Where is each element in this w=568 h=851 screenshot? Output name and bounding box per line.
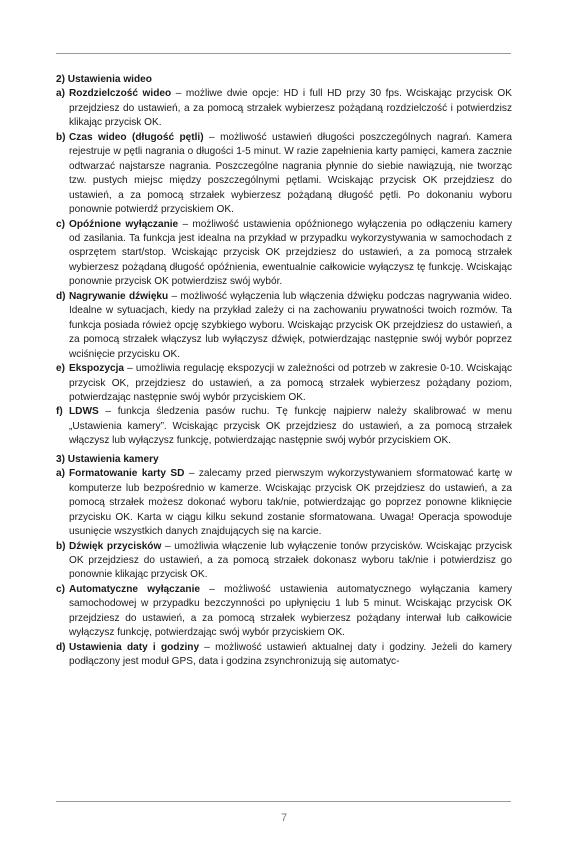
item-label: d) (56, 641, 66, 653)
document-body (56, 73, 512, 670)
item-text: – funkcja śledzenia pasów ruchu. Tę funkcję najpierw należy skalibrować w menu „Ustawienia kamery”. Wciskając przycisk OK przejdziesz do ustawień, a za pomocą strzałek włączysz lub wyłączysz funkcję, potwierdzając następnie swój wybór przyciskiem OK. (69, 406, 512, 447)
item-label: d) (56, 290, 66, 302)
list-item (56, 218, 512, 290)
item-label: b) (56, 131, 66, 143)
item-label: c) (56, 218, 65, 230)
list-item (56, 290, 512, 362)
list-item (56, 405, 512, 448)
item-text: – zalecamy przed pierwszym wykorzystywaniem sformatować kartę w komputerze lub bezpośrednio w kamerze. Wciskając przycisk OK przejdziesz do ustawień, a za pomocą strzałek możesz dokonać wyboru tak/nie, potwierdzając go poprzez ponowne kliknięcie przycisku OK. Karta w ciągu kilku sekund zostanie sformatowana. Uwaga! Operacja spowoduje usunięcie wszystkich danych znajdujących się na karcie. (69, 468, 512, 538)
item-term: Ustawienia daty i godziny (69, 641, 200, 653)
item-label: c) (56, 583, 65, 595)
item-label: f) (56, 406, 63, 418)
item-text: – możliwe dwie opcje: HD i full HD przy 30 fps. Wciskając przycisk OK przejdziesz do ustawień, a za pomocą strzałek wybierzesz pożądaną rozdzielczość i potwierdzisz klikając przycisk OK. (69, 88, 512, 129)
item-term: Czas wideo (długość pętli) (69, 131, 204, 143)
item-text: – możliwość ustawień długości poszczególnych nagrań. Kamera rejestruje w pętli nagrania o długości 1-5 minut. W razie zapełnienia karty pamięci, kamera zacznie odtwarzać najstarsze nagrania. Poszczególne nagrania płynnie do siebie nawiązują, nie tworząc tzw. pustych miejsc między poszczególnymi pętlami. Wciskając przycisk OK przejdziesz do ustawień, a za pomocą strzałek wybierzesz pożądaną długość pętli. Po dokonaniu wyboru ponownie potwierdź przyciskiem OK. (69, 131, 513, 216)
header-rule (56, 53, 511, 54)
list-item (56, 362, 512, 405)
item-text: – umożliwia włączenie lub wyłączenie tonów przycisków. Wciskając przycisk OK przejdziesz do ustawień, a za pomocą strzałek dokonasz wyboru tak/nie i potwierdzisz go ponownie klikając przycisk OK. (69, 540, 512, 581)
item-term: Dźwięk przycisków (69, 540, 162, 552)
item-label: e) (56, 363, 65, 375)
section-camera-settings (56, 453, 512, 670)
item-label: a) (56, 88, 65, 100)
item-text: – możliwość ustawień aktualnej daty i godziny. Jeżeli do kamery podłączony jest moduł GPS, data i godzina zsynchronizują się automatyc- (69, 641, 512, 668)
item-label: b) (56, 540, 66, 552)
list-item (56, 583, 512, 641)
section-title: 2) Ustawienia wideo (56, 74, 152, 85)
item-text: – możliwość ustawienia automatycznego wyłączania kamery samochodowej w przypadku bezczynności po upłynięciu 1 lub 5 minut. Wciskając przycisk OK przejdziesz do ustawień, a za pomocą strzałek wybierzesz pożądany interwał lub całkowicie wyłączysz funkcję, potwierdzając swój wybór przyciskiem OK. (69, 583, 512, 639)
item-term: Automatyczne wyłączanie (69, 583, 200, 595)
footer-rule (56, 801, 511, 802)
list-item (56, 467, 512, 539)
list-item (56, 131, 512, 218)
item-term: Formatowanie karty SD (69, 468, 185, 480)
item-term: Nagrywanie dźwięku (69, 290, 169, 302)
item-text: – możliwość ustawienia opóźnionego wyłączenia po odłączeniu kamery od zasilania. Ta funkcja jest idealna na przykład w przypadku wykorzystywania w samochodach z osprzętem start/stop. Wciskając przycisk OK przejdziesz do ustawień, a za pomocą strzałek wybierzesz pożądaną długość opóźnienia, ewentualnie całkowicie wyłączysz tę funkcję. Wciskając ponownie przycisk OK potwierdzisz swój wybór. (69, 218, 512, 288)
list-item (56, 641, 512, 670)
item-term: Ekspozycja (69, 363, 124, 375)
item-label: a) (56, 468, 65, 480)
section-title: 3) Ustawienia kamery (56, 453, 159, 465)
item-text: – umożliwia regulację ekspozycji w zależności od potrzeb w zakresie 0-10. Wciskając przycisk OK, przejdziesz do ustawień, a za pomocą strzałek wybierzesz pożądany poziom, potwierdzając następnie swój wybór przyciskiem OK. (69, 363, 512, 403)
section-video-settings (56, 73, 512, 449)
list-item (56, 87, 512, 130)
page-number: 7 (280, 812, 288, 824)
item-term: Opóźnione wyłączanie (69, 218, 179, 230)
item-term: LDWS (69, 406, 99, 418)
list-item (56, 540, 512, 583)
item-term: Rozdzielczość wideo (69, 88, 172, 100)
item-text: – możliwość wyłączenia lub włączenia dźwięku podczas nagrywania wideo. Idealne w sytuacjach, kiedy na przykład zależy ci na zachowaniu prywatności twoich rozmów. Ta funkcja posiada rówież opcję szybkiego wyboru. Wciskając przycisk OK przejdziesz do ustawień, a za pomocą strzałek włączysz lub wyłączysz dźwięk, potwierdzając następnie swój wybór poprzez wciśnięcie przycisku OK. (69, 290, 512, 360)
